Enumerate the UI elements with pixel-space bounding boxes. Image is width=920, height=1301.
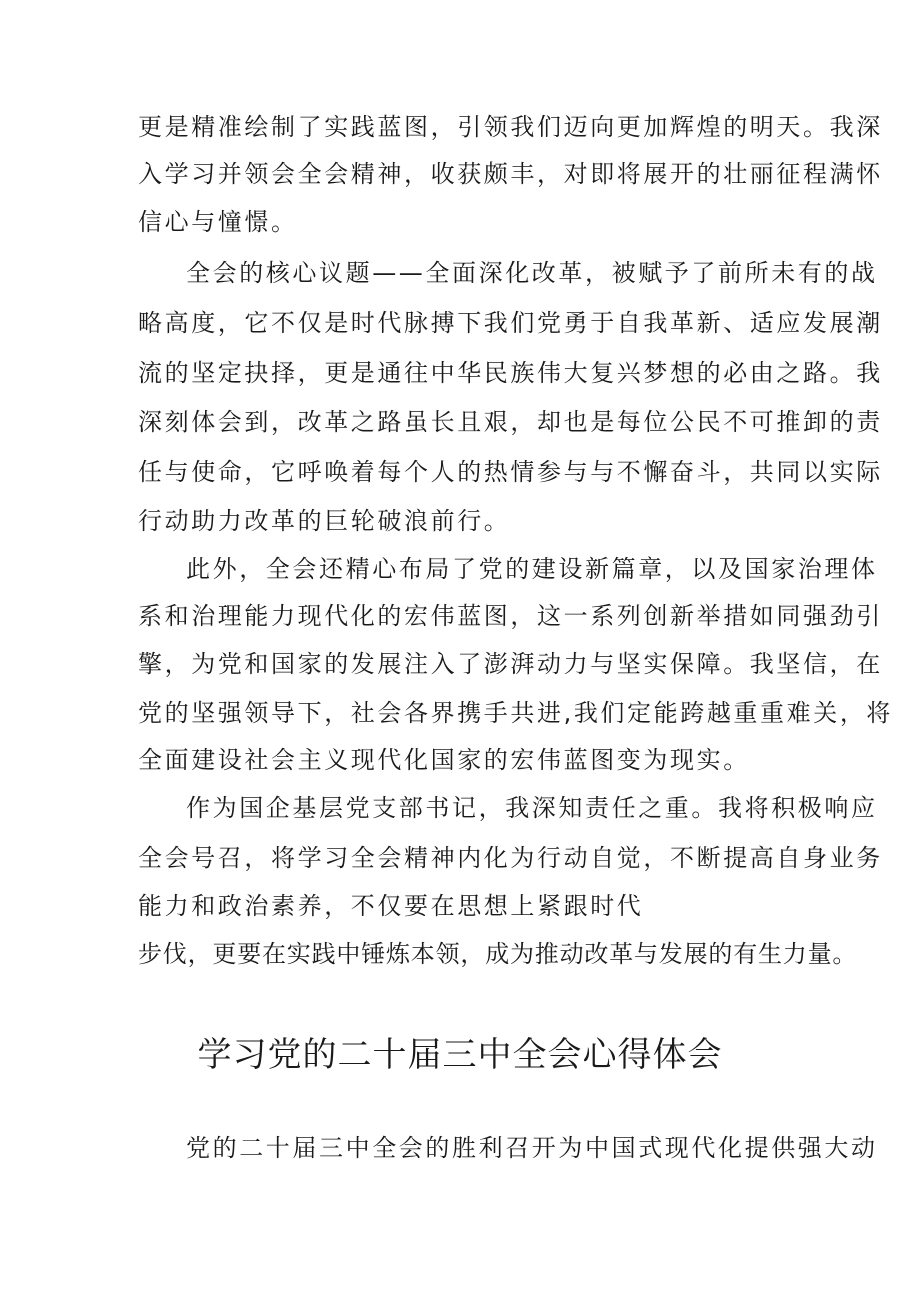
paragraph-line: 党的坚强领导下，社会各界携手共进,我们定能跨越重重难关，将 — [138, 699, 894, 727]
paragraph-line: 全面建设社会主义现代化国家的宏伟蓝图变为现实。 — [138, 746, 750, 774]
paragraph-line: 能力和政治素养，不仅要在思想上紧跟时代 — [138, 892, 644, 920]
paragraph-line: 流的坚定抉择，更是通往中华民族伟大复兴梦想的必由之路。我 — [138, 359, 883, 387]
paragraph-line: 步伐，更要在实践中锤炼本领，成为推动改革与发展的有生力量。 — [138, 940, 858, 968]
paragraph-line: 全会号召，将学习全会精神内化为行动自觉，不断提高自身业务 — [138, 844, 883, 872]
paragraph-line: 深刻体会到，改革之路虽长且艰，却也是每位公民不可推卸的责 — [138, 408, 883, 436]
paragraph-line: 任与使命，它呼唤着每个人的热情参与与不懈奋斗，共同以实际 — [138, 458, 883, 486]
paragraph-line: 入学习并领会全会精神，收获颇丰，对即将展开的壮丽征程满怀 — [138, 160, 883, 188]
paragraph-line: 系和治理能力现代化的宏伟蓝图，这一系列创新举措如同强劲引 — [138, 602, 883, 630]
paragraph-line: 此外，全会还精心布局了党的建设新篇章，以及国家治理体 — [186, 555, 878, 583]
paragraph-line: 擎，为党和国家的发展注入了澎湃动力与坚实保障。我坚信，在 — [138, 650, 883, 678]
page-title: 学习党的二十届三中全会心得体会 — [197, 1035, 723, 1075]
paragraph-line: 略高度，它不仅是时代脉搏下我们党勇于自我革新、适应发展潮 — [138, 309, 883, 337]
paragraph-line: 信心与憧憬。 — [138, 208, 298, 236]
paragraph-line: 全会的核心议题——全面深化改革，被赋予了前所未有的战 — [186, 259, 878, 287]
paragraph-line: 更是精准绘制了实践蓝图，引领我们迈向更加辉煌的明天。我深 — [138, 113, 883, 141]
paragraph-line: 行动助力改革的巨轮破浪前行。 — [138, 507, 511, 535]
paragraph-line: 党的二十届三中全会的胜利召开为中国式现代化提供强大动 — [186, 1134, 878, 1162]
paragraph-line: 作为国企基层党支部书记，我深知责任之重。我将积极响应 — [186, 794, 878, 822]
